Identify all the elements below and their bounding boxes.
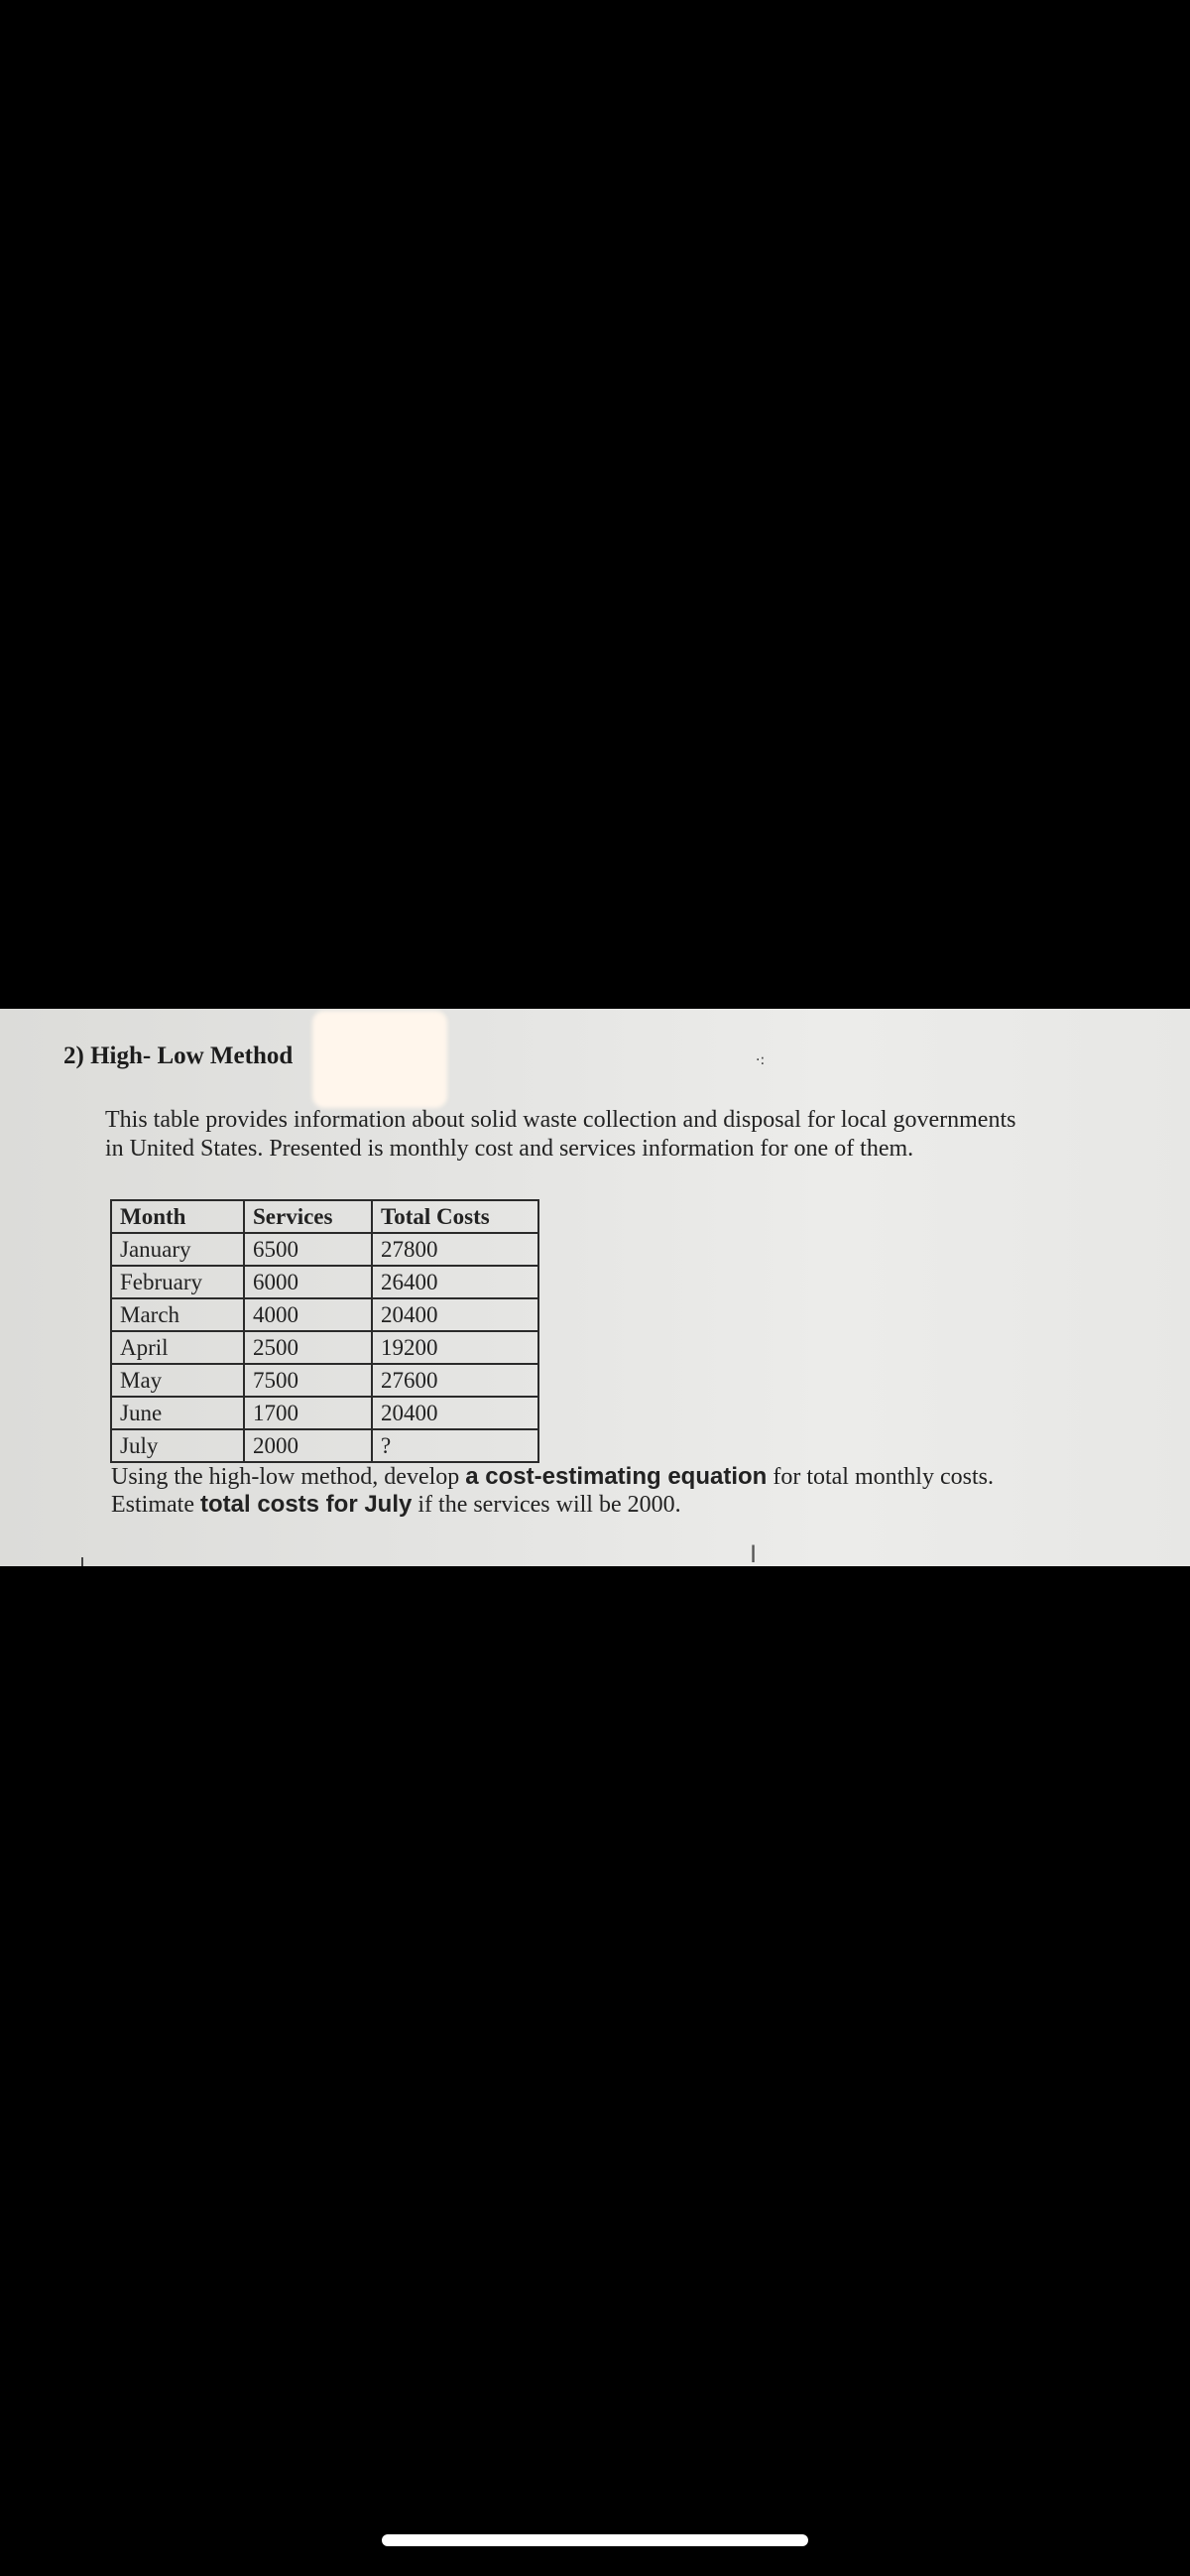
task-line-2-post: if the services will be 2000.: [412, 1492, 681, 1518]
task-line-2: [111, 1491, 994, 1519]
task-instructions: [111, 1463, 994, 1519]
table-row: [111, 1397, 538, 1429]
cell-total-costs: 26400: [372, 1266, 538, 1298]
table-row: [111, 1429, 538, 1462]
task-line-1-pre: Using the high-low method, develop: [111, 1464, 466, 1490]
table-header-row: [111, 1200, 538, 1233]
cell-services: 1700: [244, 1397, 372, 1429]
task-line-1-bold: a cost-estimating equation: [465, 1463, 768, 1490]
intro-paragraph: [105, 1106, 1146, 1164]
table-row: [111, 1331, 538, 1364]
cell-services: 6500: [244, 1233, 372, 1266]
cost-table: [110, 1199, 539, 1463]
task-line-1-post: for total monthly costs.: [767, 1464, 994, 1490]
task-line-2-bold: total costs for July: [199, 1491, 413, 1518]
table-row: [111, 1266, 538, 1298]
text-cursor-icon: I: [750, 1540, 758, 1566]
table-row: [111, 1364, 538, 1397]
cell-month: June: [111, 1397, 244, 1429]
cell-month: May: [111, 1364, 244, 1397]
cell-services: 4000: [244, 1298, 372, 1331]
header-total-costs: Total Costs: [372, 1200, 538, 1233]
header-services: Services: [244, 1200, 372, 1233]
cell-services: 2500: [244, 1331, 372, 1364]
cell-total-costs: 27600: [372, 1364, 538, 1397]
table-row: [111, 1233, 538, 1266]
home-indicator[interactable]: [382, 2534, 808, 2546]
cell-total-costs: ?: [372, 1429, 538, 1462]
edge-mark: [81, 1557, 83, 1566]
intro-line-2: in United States. Presented is monthly cost and services information for one of them.: [105, 1136, 914, 1162]
light-glare: [312, 1011, 447, 1108]
cell-month: January: [111, 1233, 244, 1266]
cell-month: April: [111, 1331, 244, 1364]
cell-services: 2000: [244, 1429, 372, 1462]
cell-total-costs: 20400: [372, 1298, 538, 1331]
cell-month: July: [111, 1429, 244, 1462]
stray-mark: ·:: [756, 1052, 766, 1068]
document-photo: [0, 1009, 1190, 1566]
task-line-1: [111, 1463, 994, 1491]
cell-total-costs: 19200: [372, 1331, 538, 1364]
task-line-2-pre: Estimate: [111, 1492, 200, 1518]
cell-month: March: [111, 1298, 244, 1331]
cell-total-costs: 20400: [372, 1397, 538, 1429]
cell-services: 6000: [244, 1266, 372, 1298]
question-title: 2) High- Low Method: [63, 1043, 294, 1069]
cell-month: February: [111, 1266, 244, 1298]
cell-total-costs: 27800: [372, 1233, 538, 1266]
header-month: Month: [111, 1200, 244, 1233]
cell-services: 7500: [244, 1364, 372, 1397]
intro-line-1: This table provides information about solid waste collection and disposal for local governments: [105, 1107, 1016, 1133]
table-row: [111, 1298, 538, 1331]
